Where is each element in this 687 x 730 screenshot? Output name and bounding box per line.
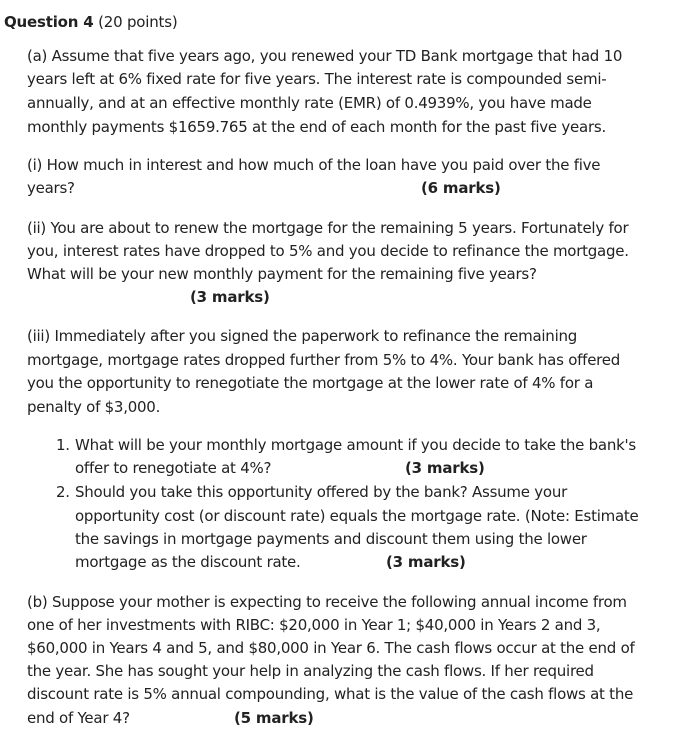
part-b-line-2: one of her investments with RIBC: $20,000 in Year 1; $40,000 in Years 2 and 3,: [27, 616, 601, 634]
part-b-line-5: discount rate is 5% annual compounding, what is the value of the cash flows at the: [27, 685, 634, 703]
part-b-marks: (5 marks): [234, 709, 314, 727]
list-item-1-number: 1.: [56, 436, 70, 454]
part-a-line-4: monthly payments $1659.765 at the end of each month for the past five years.: [27, 118, 606, 136]
list-item-2-line-4: mortgage as the discount rate.: [75, 553, 301, 571]
list-item-1-marks: (3 marks): [405, 459, 485, 477]
sub-ii-line-3: What will be your new monthly payment for the remaining five years?: [27, 265, 537, 283]
part-a-line-1: (a) Assume that five years ago, you renewed your TD Bank mortgage that had 10: [27, 47, 623, 65]
sub-ii-line-2: you, interest rates have dropped to 5% and you decide to refinance the mortgage.: [27, 242, 629, 260]
question-points: (20 points): [98, 13, 178, 31]
sub-iii-line-1: (iii) Immediately after you signed the paperwork to refinance the remaining: [27, 327, 578, 345]
list-item-2-line-2: opportunity cost (or discount rate) equals the mortgage rate. (Note: Estimate: [75, 507, 639, 525]
question-number: Question 4: [4, 13, 94, 31]
sub-iii-line-2: mortgage, mortgage rates dropped further from 5% to 4%. Your bank has offered: [27, 351, 621, 369]
question-title: [4, 11, 178, 33]
sub-i-line-2: years?: [27, 179, 75, 197]
sub-ii-line-1: (ii) You are about to renew the mortgage for the remaining 5 years. Fortunately for: [27, 219, 629, 237]
part-b-line-3: $60,000 in Years 4 and 5, and $80,000 in Year 6. The cash flows occur at the end of: [27, 639, 635, 657]
sub-iii-line-3: you the opportunity to renegotiate the mortgage at the lower rate of 4% for a: [27, 374, 594, 392]
list-item-2-marks: (3 marks): [386, 553, 466, 571]
list-item-2-line-3: the savings in mortgage payments and discount them using the lower: [75, 530, 587, 548]
part-b-line-1: (b) Suppose your mother is expecting to receive the following annual income from: [27, 593, 627, 611]
list-item-1-line-2: offer to renegotiate at 4%?: [75, 459, 272, 477]
part-b-line-6: end of Year 4?: [27, 709, 130, 727]
list-item-2-line-1: Should you take this opportunity offered by the bank? Assume your: [75, 483, 568, 501]
sub-i-marks: (6 marks): [421, 179, 501, 197]
sub-i-line-1: (i) How much in interest and how much of the loan have you paid over the five: [27, 156, 601, 174]
part-b-line-4: the year. She has sought your help in analyzing the cash flows. If her required: [27, 662, 594, 680]
part-a-line-3: annually, and at an effective monthly rate (EMR) of 0.4939%, you have made: [27, 94, 592, 112]
list-item-1-line-1: What will be your monthly mortgage amount if you decide to take the bank's: [75, 436, 636, 454]
list-item-2-number: 2.: [56, 483, 70, 501]
sub-ii-marks: (3 marks): [190, 288, 270, 306]
part-a-line-2: years left at 6% fixed rate for five years. The interest rate is compounded semi-: [27, 70, 607, 88]
sub-iii-line-4: penalty of $3,000.: [27, 398, 161, 416]
